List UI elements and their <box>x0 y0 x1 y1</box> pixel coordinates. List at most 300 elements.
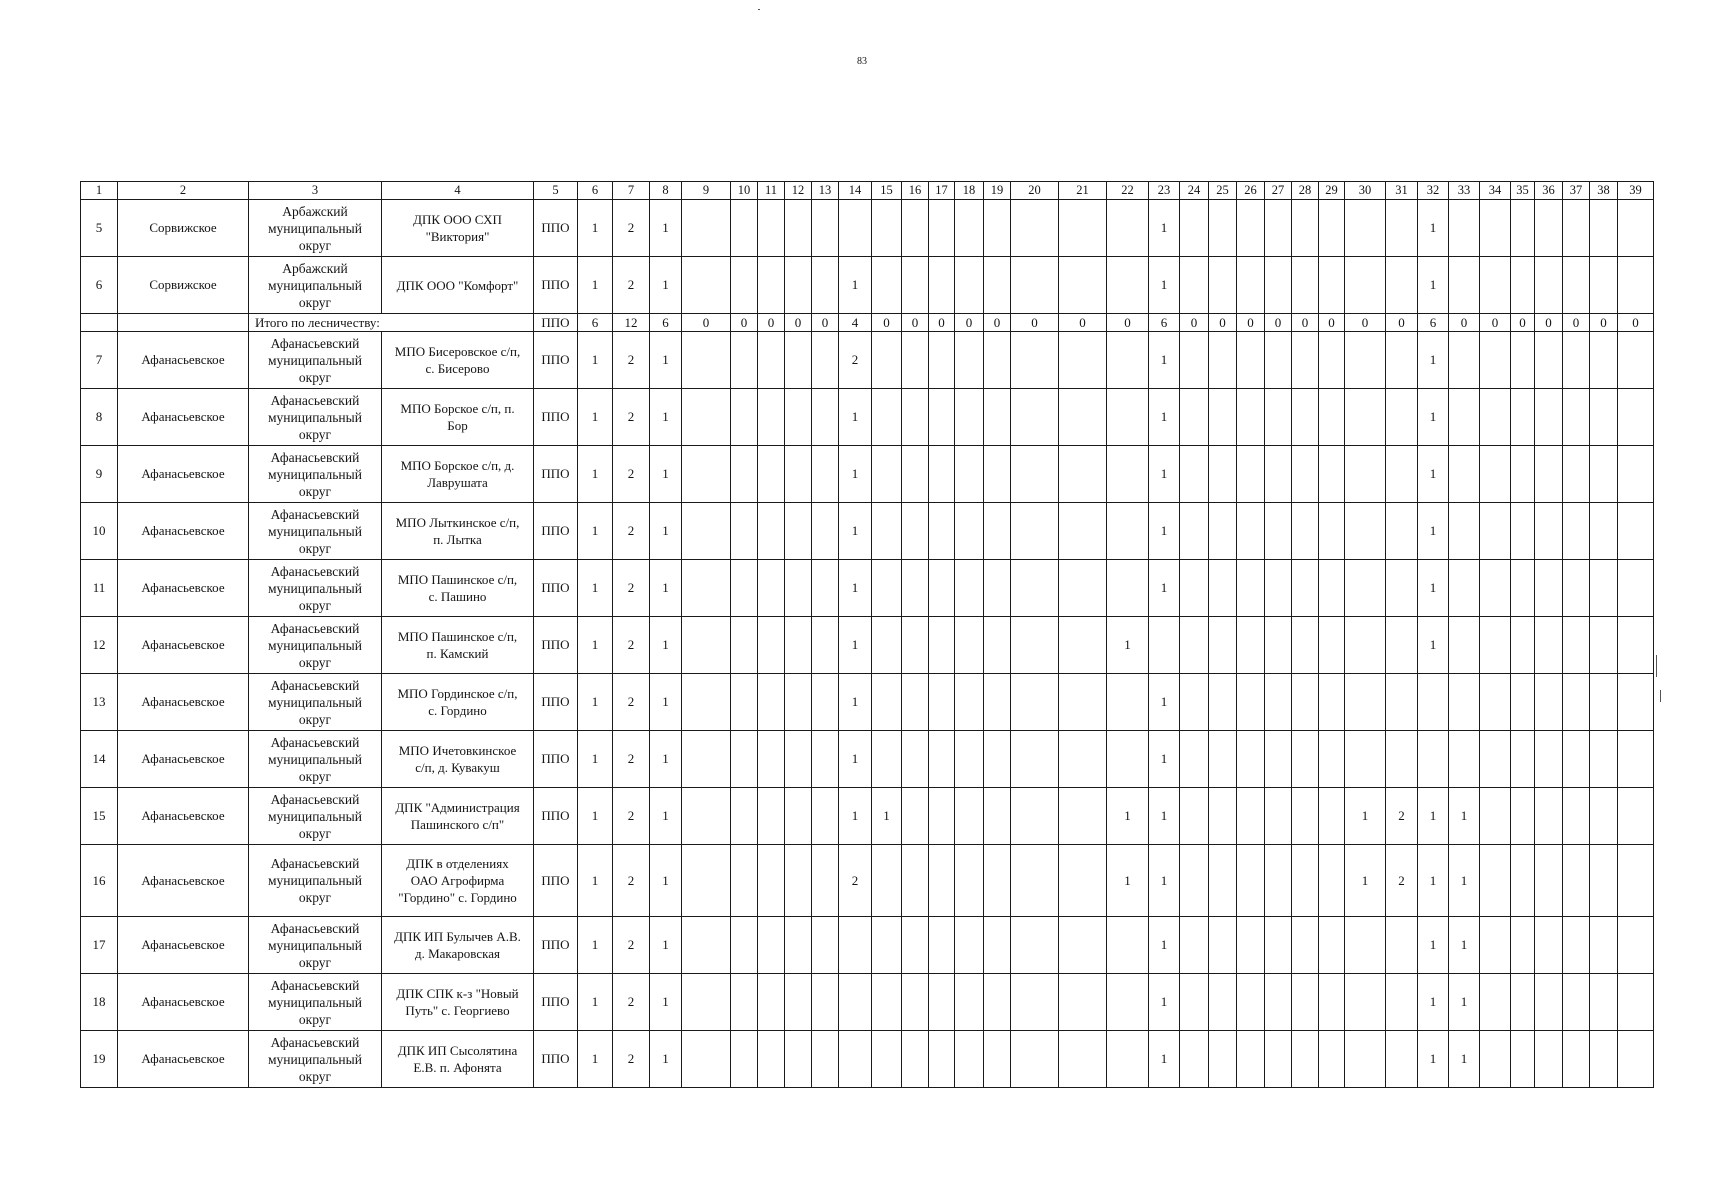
value-cell <box>1059 560 1107 617</box>
value-cell <box>1319 560 1345 617</box>
value-cell: 2 <box>613 200 650 257</box>
value-cell: 2 <box>613 503 650 560</box>
district-cell: Афанасьевский муниципальный округ <box>249 1031 382 1088</box>
value-cell <box>1511 200 1535 257</box>
value-cell <box>872 446 902 503</box>
value-cell <box>1180 560 1209 617</box>
value-cell <box>1180 1031 1209 1088</box>
column-number-header: 10 <box>731 182 758 200</box>
district-cell: Афанасьевский муниципальный округ <box>249 674 382 731</box>
value-cell: 1 <box>578 917 613 974</box>
value-cell <box>1480 446 1511 503</box>
column-number-header: 30 <box>1345 182 1386 200</box>
column-number-header: 6 <box>578 182 613 200</box>
value-cell <box>1386 674 1418 731</box>
district-cell: Афанасьевский муниципальный округ <box>249 446 382 503</box>
value-cell: 1 <box>1449 917 1480 974</box>
value-cell <box>955 674 984 731</box>
value-cell <box>1618 974 1654 1031</box>
value-cell <box>1618 446 1654 503</box>
value-cell: 1 <box>1149 332 1180 389</box>
value-cell: 1 <box>1418 560 1449 617</box>
total-value-cell: 0 <box>1386 314 1418 332</box>
value-cell <box>1535 617 1563 674</box>
value-cell <box>1292 1031 1319 1088</box>
total-value-cell: 0 <box>984 314 1011 332</box>
total-value-cell: 0 <box>1265 314 1292 332</box>
value-cell <box>1265 332 1292 389</box>
value-cell <box>1209 674 1237 731</box>
value-cell <box>682 257 731 314</box>
value-cell <box>1386 200 1418 257</box>
value-cell <box>1237 845 1265 917</box>
value-cell <box>1449 503 1480 560</box>
value-cell <box>1011 674 1059 731</box>
value-cell <box>984 560 1011 617</box>
value-cell <box>1386 974 1418 1031</box>
value-cell <box>1319 731 1345 788</box>
value-cell <box>1059 332 1107 389</box>
value-cell <box>1011 446 1059 503</box>
value-cell: 1 <box>1418 446 1449 503</box>
value-cell: 1 <box>650 617 682 674</box>
total-value-cell: 0 <box>812 314 839 332</box>
value-cell: 1 <box>1418 917 1449 974</box>
value-cell: 1 <box>578 674 613 731</box>
value-cell <box>785 200 812 257</box>
organization-cell: ДПК ООО СХП "Виктория" <box>382 200 534 257</box>
total-value-cell: 0 <box>1511 314 1535 332</box>
total-value-cell: 0 <box>872 314 902 332</box>
value-cell <box>1180 332 1209 389</box>
column-number-header: 1 <box>81 182 118 200</box>
value-cell <box>1237 257 1265 314</box>
value-cell <box>872 200 902 257</box>
empty-cell <box>81 314 118 332</box>
total-value-cell: 0 <box>902 314 929 332</box>
forestry-cell: Афанасьевское <box>118 788 249 845</box>
value-cell <box>902 200 929 257</box>
value-cell <box>1292 257 1319 314</box>
value-cell <box>1059 845 1107 917</box>
value-cell: 1 <box>839 731 872 788</box>
value-cell <box>902 257 929 314</box>
value-cell <box>1618 503 1654 560</box>
value-cell <box>1345 1031 1386 1088</box>
value-cell <box>1535 257 1563 314</box>
value-cell <box>1535 845 1563 917</box>
value-cell <box>1618 917 1654 974</box>
organization-cell: МПО Ичетовкинское с/п, д. Кувакуш <box>382 731 534 788</box>
total-label: Итого по лесничеству: <box>249 314 534 332</box>
forestry-cell: Афанасьевское <box>118 845 249 917</box>
value-cell: 1 <box>1149 788 1180 845</box>
value-cell <box>1535 1031 1563 1088</box>
total-value-cell: 0 <box>1107 314 1149 332</box>
value-cell <box>1480 389 1511 446</box>
value-cell <box>872 917 902 974</box>
value-cell <box>1319 389 1345 446</box>
value-cell <box>1319 974 1345 1031</box>
value-cell <box>1180 617 1209 674</box>
unit-type-cell: ППО <box>534 974 578 1031</box>
value-cell <box>731 200 758 257</box>
value-cell <box>1563 332 1590 389</box>
value-cell <box>758 917 785 974</box>
value-cell <box>1480 257 1511 314</box>
row-number-cell: 13 <box>81 674 118 731</box>
value-cell <box>1059 617 1107 674</box>
total-value-cell: 0 <box>1563 314 1590 332</box>
value-cell <box>872 560 902 617</box>
row-number-cell: 17 <box>81 917 118 974</box>
value-cell <box>984 617 1011 674</box>
value-cell <box>1480 845 1511 917</box>
value-cell <box>902 503 929 560</box>
value-cell <box>1480 674 1511 731</box>
empty-cell <box>118 314 249 332</box>
total-value-cell: 0 <box>1319 314 1345 332</box>
value-cell <box>1618 788 1654 845</box>
value-cell <box>785 674 812 731</box>
value-cell <box>1237 974 1265 1031</box>
value-cell <box>1292 332 1319 389</box>
column-number-header: 16 <box>902 182 929 200</box>
value-cell <box>1590 845 1618 917</box>
unit-type-cell: ППО <box>534 389 578 446</box>
column-number-header: 8 <box>650 182 682 200</box>
value-cell <box>1265 788 1292 845</box>
value-cell <box>1292 200 1319 257</box>
value-cell <box>1292 389 1319 446</box>
value-cell: 1 <box>1149 446 1180 503</box>
value-cell <box>731 503 758 560</box>
value-cell <box>839 200 872 257</box>
value-cell <box>872 503 902 560</box>
value-cell <box>1345 332 1386 389</box>
total-value-cell: 6 <box>1149 314 1180 332</box>
value-cell <box>872 674 902 731</box>
value-cell <box>1511 731 1535 788</box>
district-cell: Афанасьевский муниципальный округ <box>249 389 382 446</box>
column-number-header: 11 <box>758 182 785 200</box>
value-cell <box>1386 389 1418 446</box>
value-cell <box>1511 560 1535 617</box>
value-cell <box>1265 617 1292 674</box>
district-cell: Афанасьевский муниципальный округ <box>249 617 382 674</box>
value-cell: 1 <box>1449 974 1480 1031</box>
unit-type-cell: ППО <box>534 731 578 788</box>
value-cell <box>902 446 929 503</box>
value-cell <box>1107 503 1149 560</box>
district-cell: Афанасьевский муниципальный округ <box>249 974 382 1031</box>
value-cell <box>984 257 1011 314</box>
value-cell <box>682 200 731 257</box>
value-cell <box>1292 674 1319 731</box>
column-number-header: 13 <box>812 182 839 200</box>
value-cell <box>731 674 758 731</box>
row-number-cell: 6 <box>81 257 118 314</box>
value-cell <box>984 332 1011 389</box>
value-cell <box>1209 731 1237 788</box>
value-cell <box>929 389 955 446</box>
scan-artifact <box>1660 690 1661 702</box>
value-cell <box>682 332 731 389</box>
value-cell <box>1590 617 1618 674</box>
value-cell <box>984 503 1011 560</box>
value-cell: 1 <box>578 200 613 257</box>
value-cell <box>731 617 758 674</box>
value-cell <box>1535 674 1563 731</box>
value-cell <box>902 974 929 1031</box>
unit-type-cell: ППО <box>534 332 578 389</box>
forestry-cell: Афанасьевское <box>118 731 249 788</box>
value-cell <box>1209 974 1237 1031</box>
value-cell <box>929 200 955 257</box>
value-cell <box>682 617 731 674</box>
value-cell: 1 <box>1418 389 1449 446</box>
total-row <box>81 314 1654 332</box>
value-cell <box>1237 917 1265 974</box>
value-cell: 1 <box>1345 845 1386 917</box>
total-value-cell: 0 <box>1209 314 1237 332</box>
row-number-cell: 8 <box>81 389 118 446</box>
value-cell <box>1265 845 1292 917</box>
value-cell <box>1011 731 1059 788</box>
value-cell: 1 <box>578 974 613 1031</box>
value-cell <box>1449 389 1480 446</box>
value-cell <box>1011 503 1059 560</box>
value-cell: 1 <box>1149 503 1180 560</box>
unit-type-cell: ППО <box>534 1031 578 1088</box>
value-cell <box>785 974 812 1031</box>
value-cell <box>1449 200 1480 257</box>
table-row <box>81 617 1654 674</box>
value-cell <box>1180 674 1209 731</box>
value-cell: 1 <box>1418 788 1449 845</box>
total-value-cell: 0 <box>1345 314 1386 332</box>
value-cell <box>1237 1031 1265 1088</box>
column-number-header: 12 <box>785 182 812 200</box>
page-number: 83 <box>857 56 867 67</box>
row-number-cell: 14 <box>81 731 118 788</box>
value-cell <box>1059 917 1107 974</box>
value-cell <box>682 503 731 560</box>
value-cell <box>1059 974 1107 1031</box>
table-row <box>81 674 1654 731</box>
value-cell <box>1011 845 1059 917</box>
value-cell <box>1107 200 1149 257</box>
value-cell <box>1535 332 1563 389</box>
value-cell: 1 <box>578 845 613 917</box>
value-cell <box>1345 674 1386 731</box>
value-cell <box>1237 731 1265 788</box>
value-cell: 1 <box>1345 788 1386 845</box>
value-cell <box>1180 731 1209 788</box>
value-cell <box>1418 674 1449 731</box>
value-cell <box>1563 503 1590 560</box>
column-number-header: 20 <box>1011 182 1059 200</box>
total-value-cell: 0 <box>1011 314 1059 332</box>
value-cell: 2 <box>613 788 650 845</box>
total-value-cell: 0 <box>1237 314 1265 332</box>
value-cell <box>1618 731 1654 788</box>
value-cell <box>929 1031 955 1088</box>
value-cell <box>1107 674 1149 731</box>
value-cell <box>1345 200 1386 257</box>
value-cell: 1 <box>1418 845 1449 917</box>
value-cell <box>682 446 731 503</box>
value-cell <box>902 617 929 674</box>
value-cell: 1 <box>839 617 872 674</box>
organization-cell: МПО Борское с/п, п. Бор <box>382 389 534 446</box>
value-cell <box>955 617 984 674</box>
value-cell <box>1059 1031 1107 1088</box>
value-cell <box>758 560 785 617</box>
value-cell <box>1107 332 1149 389</box>
value-cell <box>1292 617 1319 674</box>
organization-cell: МПО Гординское с/п, с. Гордино <box>382 674 534 731</box>
value-cell <box>1237 788 1265 845</box>
value-cell <box>1059 200 1107 257</box>
value-cell <box>1590 674 1618 731</box>
value-cell <box>1590 917 1618 974</box>
value-cell: 1 <box>1149 200 1180 257</box>
value-cell: 1 <box>650 917 682 974</box>
value-cell <box>1180 503 1209 560</box>
value-cell: 2 <box>613 332 650 389</box>
value-cell <box>984 389 1011 446</box>
value-cell <box>682 731 731 788</box>
value-cell <box>1563 446 1590 503</box>
column-number-header: 26 <box>1237 182 1265 200</box>
value-cell <box>1292 446 1319 503</box>
table-row <box>81 560 1654 617</box>
value-cell: 1 <box>1149 389 1180 446</box>
value-cell <box>812 788 839 845</box>
value-cell <box>1237 503 1265 560</box>
value-cell <box>955 389 984 446</box>
value-cell <box>1319 257 1345 314</box>
value-cell <box>812 446 839 503</box>
value-cell <box>1511 1031 1535 1088</box>
value-cell <box>731 788 758 845</box>
value-cell: 1 <box>1418 257 1449 314</box>
value-cell <box>1292 845 1319 917</box>
value-cell <box>839 1031 872 1088</box>
value-cell <box>872 389 902 446</box>
value-cell <box>1590 257 1618 314</box>
column-number-header: 24 <box>1180 182 1209 200</box>
value-cell <box>812 200 839 257</box>
value-cell <box>1180 389 1209 446</box>
value-cell <box>872 617 902 674</box>
value-cell: 1 <box>650 503 682 560</box>
column-number-header: 36 <box>1535 182 1563 200</box>
value-cell <box>929 332 955 389</box>
value-cell: 1 <box>839 788 872 845</box>
value-cell <box>1059 503 1107 560</box>
value-cell <box>872 974 902 1031</box>
row-number-cell: 18 <box>81 974 118 1031</box>
value-cell <box>1209 917 1237 974</box>
total-value-cell: 0 <box>1449 314 1480 332</box>
value-cell <box>1180 257 1209 314</box>
value-cell <box>1618 560 1654 617</box>
column-number-header: 7 <box>613 182 650 200</box>
value-cell <box>902 332 929 389</box>
value-cell <box>1209 560 1237 617</box>
total-value-cell: 6 <box>650 314 682 332</box>
value-cell <box>1345 503 1386 560</box>
value-cell <box>1535 731 1563 788</box>
unit-type-cell: ППО <box>534 674 578 731</box>
value-cell <box>1480 974 1511 1031</box>
value-cell <box>902 788 929 845</box>
value-cell: 1 <box>839 446 872 503</box>
forestry-cell: Афанасьевское <box>118 674 249 731</box>
value-cell <box>1292 788 1319 845</box>
value-cell <box>682 389 731 446</box>
value-cell <box>1345 617 1386 674</box>
value-cell: 1 <box>578 503 613 560</box>
value-cell <box>929 731 955 788</box>
column-number-header: 22 <box>1107 182 1149 200</box>
value-cell <box>1563 389 1590 446</box>
value-cell <box>955 974 984 1031</box>
value-cell <box>1237 560 1265 617</box>
value-cell <box>1449 446 1480 503</box>
value-cell <box>785 617 812 674</box>
value-cell <box>731 1031 758 1088</box>
district-cell: Афанасьевский муниципальный округ <box>249 731 382 788</box>
value-cell <box>731 446 758 503</box>
value-cell <box>1618 257 1654 314</box>
forestry-cell: Афанасьевское <box>118 446 249 503</box>
value-cell: 1 <box>578 788 613 845</box>
value-cell <box>1590 560 1618 617</box>
value-cell <box>1563 731 1590 788</box>
value-cell <box>1590 1031 1618 1088</box>
value-cell <box>1590 974 1618 1031</box>
value-cell <box>1511 674 1535 731</box>
value-cell <box>1237 674 1265 731</box>
value-cell: 1 <box>1149 257 1180 314</box>
value-cell: 1 <box>839 389 872 446</box>
value-cell <box>758 503 785 560</box>
value-cell <box>1386 617 1418 674</box>
value-cell <box>1590 503 1618 560</box>
unit-type-cell: ППО <box>534 617 578 674</box>
organization-cell: МПО Пашинское с/п, п. Камский <box>382 617 534 674</box>
value-cell <box>1011 332 1059 389</box>
value-cell <box>902 674 929 731</box>
value-cell <box>812 674 839 731</box>
value-cell: 1 <box>650 974 682 1031</box>
value-cell <box>1011 917 1059 974</box>
column-number-header: 2 <box>118 182 249 200</box>
value-cell <box>955 446 984 503</box>
value-cell <box>1209 503 1237 560</box>
organization-cell: МПО Лыткинское с/п, п. Лытка <box>382 503 534 560</box>
column-number-header: 25 <box>1209 182 1237 200</box>
value-cell <box>929 845 955 917</box>
value-cell <box>1265 257 1292 314</box>
value-cell <box>1319 446 1345 503</box>
value-cell <box>1059 257 1107 314</box>
column-number-header: 17 <box>929 182 955 200</box>
value-cell <box>812 503 839 560</box>
